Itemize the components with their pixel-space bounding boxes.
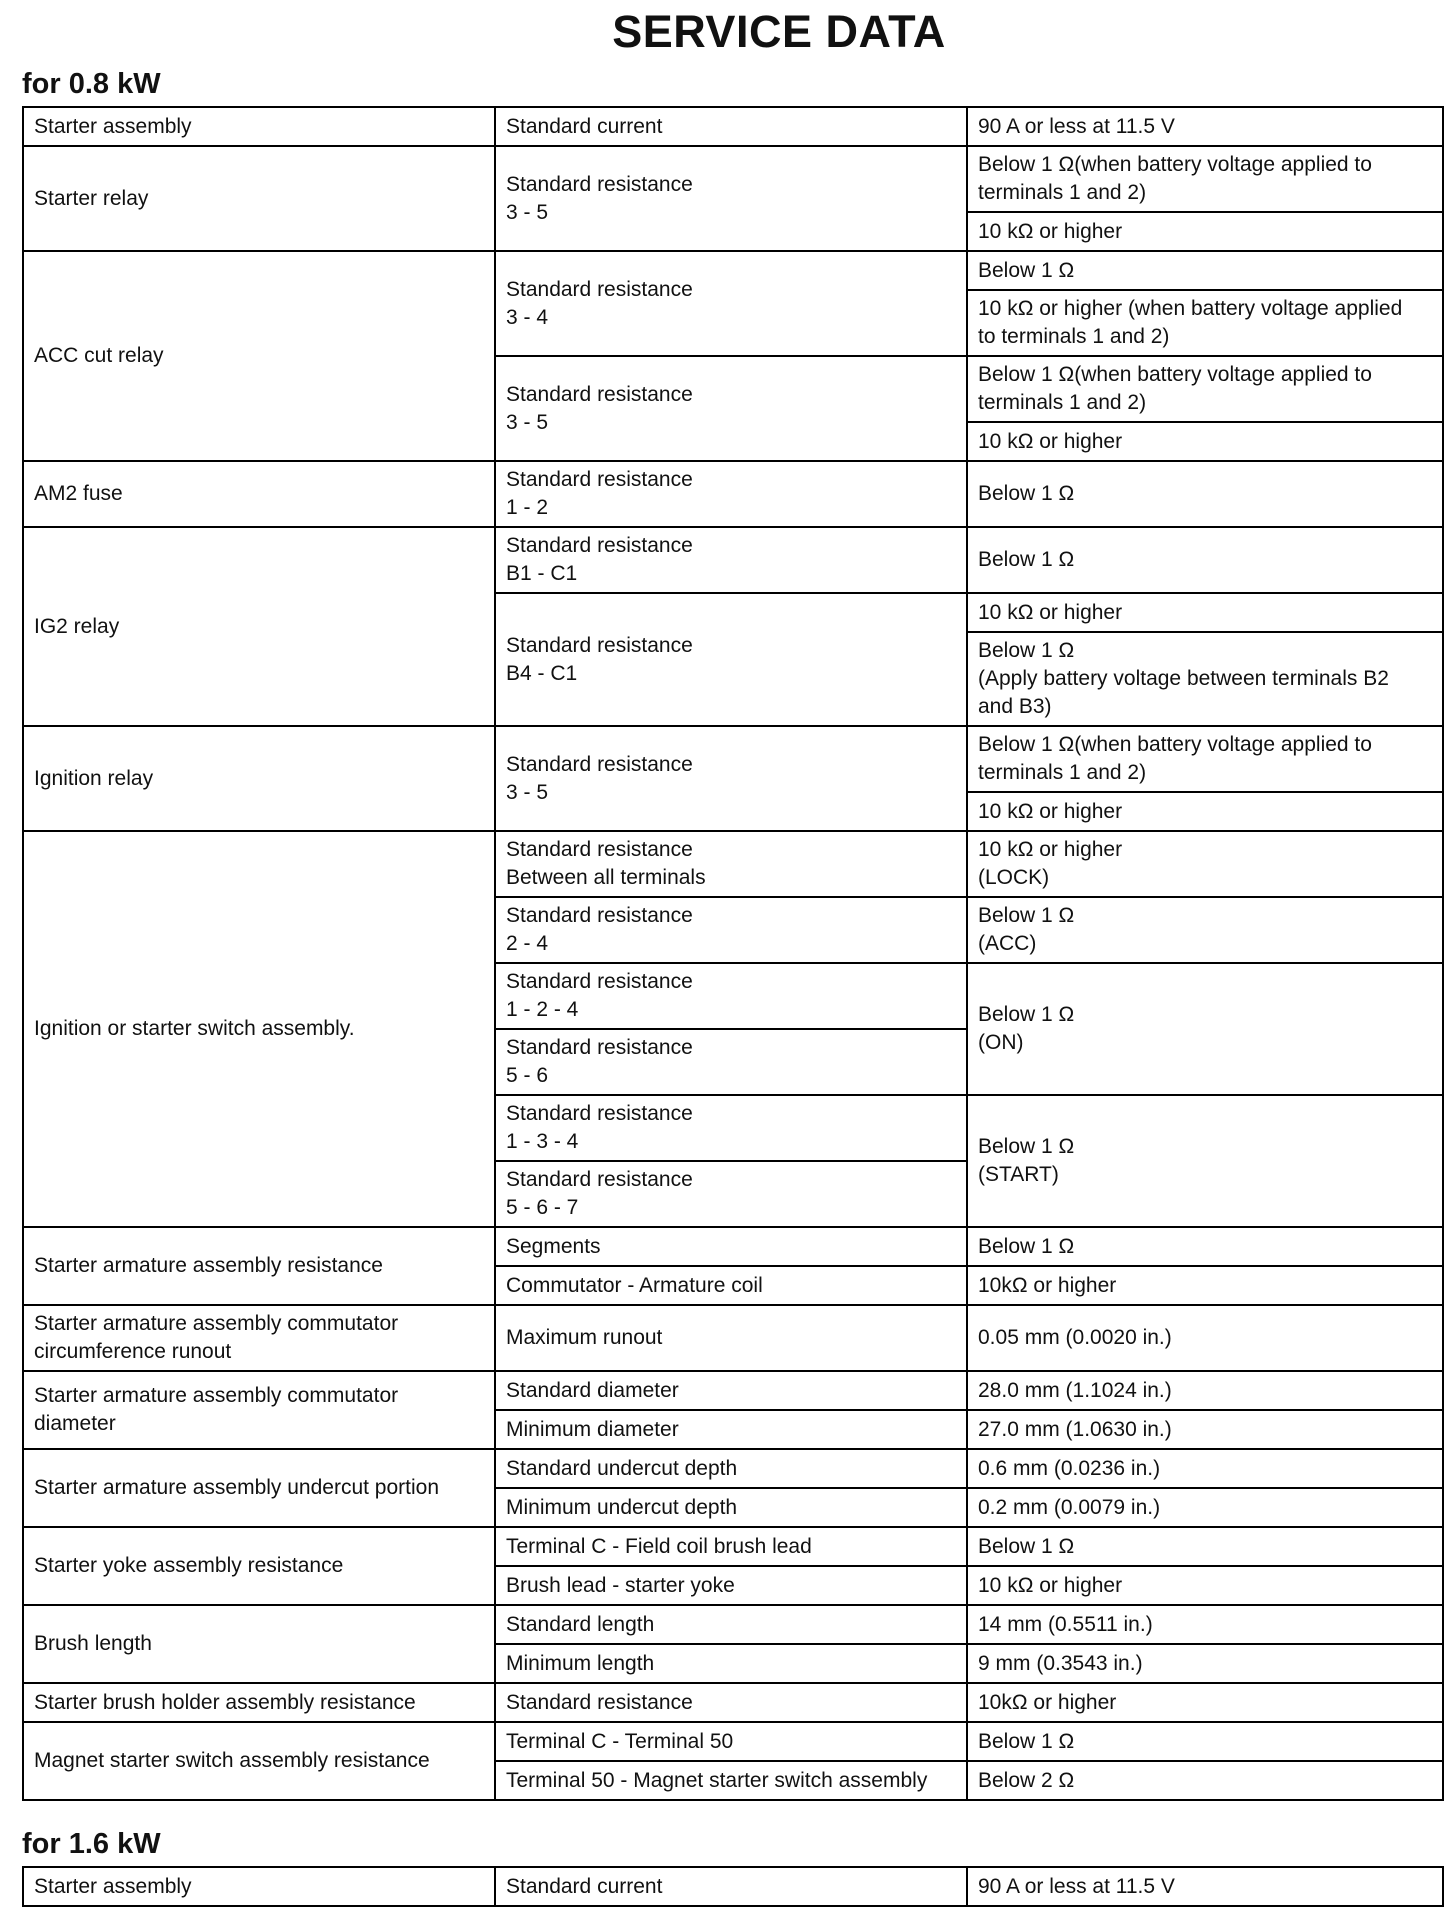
spec-cell: Standard resistance <box>495 1683 967 1722</box>
spec-cell: Standard current <box>495 107 967 146</box>
table-row <box>23 1867 1443 1906</box>
item-cell: Magnet starter switch assembly resistance <box>23 1722 495 1800</box>
item-cell: Starter relay <box>23 146 495 251</box>
value-cell: Below 1 Ω(when battery voltage applied to terminals 1 and 2) <box>967 726 1443 792</box>
item-cell: Starter armature assembly commutator circumference runout <box>23 1305 495 1371</box>
spec-cell: Terminal C - Field coil brush lead <box>495 1527 967 1566</box>
value-cell: Below 2 Ω <box>967 1761 1443 1800</box>
table-row <box>23 146 1443 212</box>
service-data-table-1-6kw <box>22 1866 1444 1907</box>
value-cell: 10 kΩ or higher <box>967 422 1443 461</box>
value-cell: Below 1 Ω <box>967 1527 1443 1566</box>
spec-cell: Terminal 50 - Magnet starter switch assembly <box>495 1761 967 1800</box>
spec-cell: Standard resistance 1 - 2 <box>495 461 967 527</box>
table-row <box>23 107 1443 146</box>
value-cell: 10 kΩ or higher (LOCK) <box>967 831 1443 897</box>
value-cell: 10kΩ or higher <box>967 1266 1443 1305</box>
value-cell: Below 1 Ω <box>967 251 1443 290</box>
page-title: SERVICE DATA <box>612 6 946 57</box>
spec-cell: Standard resistance B4 - C1 <box>495 593 967 726</box>
spec-cell: Terminal C - Terminal 50 <box>495 1722 967 1761</box>
spec-cell: Segments <box>495 1227 967 1266</box>
table-row <box>23 1305 1443 1371</box>
value-cell: Below 1 Ω (ON) <box>967 963 1443 1095</box>
table-row <box>23 831 1443 897</box>
value-cell: 0.6 mm (0.0236 in.) <box>967 1449 1443 1488</box>
item-cell: Starter armature assembly resistance <box>23 1227 495 1305</box>
item-cell: AM2 fuse <box>23 461 495 527</box>
value-cell: 28.0 mm (1.1024 in.) <box>967 1371 1443 1410</box>
value-cell: 14 mm (0.5511 in.) <box>967 1605 1443 1644</box>
spec-cell: Standard resistance B1 - C1 <box>495 527 967 593</box>
value-cell: 10 kΩ or higher (when battery voltage applied to terminals 1 and 2) <box>967 290 1443 356</box>
item-cell: IG2 relay <box>23 527 495 726</box>
value-cell: Below 1 Ω <box>967 461 1443 527</box>
spec-cell: Standard diameter <box>495 1371 967 1410</box>
spec-cell: Brush lead - starter yoke <box>495 1566 967 1605</box>
value-cell: 10 kΩ or higher <box>967 212 1443 251</box>
spec-cell: Standard resistance 3 - 5 <box>495 356 967 461</box>
spec-cell: Standard resistance 3 - 5 <box>495 726 967 831</box>
value-cell: 27.0 mm (1.0630 in.) <box>967 1410 1443 1449</box>
value-cell: Below 1 Ω <box>967 527 1443 593</box>
value-cell: Below 1 Ω(when battery voltage applied to terminals 1 and 2) <box>967 356 1443 422</box>
spec-cell: Standard resistance Between all terminals <box>495 831 967 897</box>
item-cell: Brush length <box>23 1605 495 1683</box>
spec-cell: Maximum runout <box>495 1305 967 1371</box>
table-row <box>23 1371 1443 1410</box>
value-cell: 90 A or less at 11.5 V <box>967 107 1443 146</box>
spec-cell: Standard undercut depth <box>495 1449 967 1488</box>
value-cell: 10 kΩ or higher <box>967 593 1443 632</box>
value-cell: Below 1 Ω <box>967 1227 1443 1266</box>
value-cell: Below 1 Ω(when battery voltage applied to terminals 1 and 2) <box>967 146 1443 212</box>
section-heading-0-8kw: for 0.8 kW <box>22 68 161 100</box>
table-row <box>23 1527 1443 1566</box>
value-cell: 90 A or less at 11.5 V <box>967 1867 1443 1906</box>
table-row <box>23 726 1443 792</box>
spec-cell: Standard resistance 3 - 5 <box>495 146 967 251</box>
table-row <box>23 461 1443 527</box>
spec-cell: Standard resistance 5 - 6 - 7 <box>495 1161 967 1227</box>
value-cell: 9 mm (0.3543 in.) <box>967 1644 1443 1683</box>
spec-cell: Minimum length <box>495 1644 967 1683</box>
table-row <box>23 1605 1443 1644</box>
item-cell: Ignition or starter switch assembly. <box>23 831 495 1227</box>
value-cell: Below 1 Ω (ACC) <box>967 897 1443 963</box>
spec-cell: Standard resistance 1 - 3 - 4 <box>495 1095 967 1161</box>
spec-cell: Commutator - Armature coil <box>495 1266 967 1305</box>
spec-cell: Minimum diameter <box>495 1410 967 1449</box>
value-cell: Below 1 Ω <box>967 1722 1443 1761</box>
value-cell: 10 kΩ or higher <box>967 1566 1443 1605</box>
table-row <box>23 1227 1443 1266</box>
section-heading-1-6kw: for 1.6 kW <box>22 1828 161 1860</box>
item-cell: Ignition relay <box>23 726 495 831</box>
item-cell: ACC cut relay <box>23 251 495 461</box>
value-cell: 10 kΩ or higher <box>967 792 1443 831</box>
item-cell: Starter yoke assembly resistance <box>23 1527 495 1605</box>
value-cell: 0.2 mm (0.0079 in.) <box>967 1488 1443 1527</box>
value-cell: 10kΩ or higher <box>967 1683 1443 1722</box>
table-row <box>23 527 1443 593</box>
value-cell: Below 1 Ω (Apply battery voltage between terminals B2 and B3) <box>967 632 1443 726</box>
table-row <box>23 1683 1443 1722</box>
item-cell: Starter assembly <box>23 1867 495 1906</box>
item-cell: Starter assembly <box>23 107 495 146</box>
table-row <box>23 1449 1443 1488</box>
spec-cell: Standard resistance 2 - 4 <box>495 897 967 963</box>
value-cell: 0.05 mm (0.0020 in.) <box>967 1305 1443 1371</box>
value-cell: Below 1 Ω (START) <box>967 1095 1443 1227</box>
spec-cell: Standard resistance 5 - 6 <box>495 1029 967 1095</box>
spec-cell: Standard current <box>495 1867 967 1906</box>
spec-cell: Standard length <box>495 1605 967 1644</box>
item-cell: Starter brush holder assembly resistance <box>23 1683 495 1722</box>
spec-cell: Standard resistance 3 - 4 <box>495 251 967 356</box>
item-cell: Starter armature assembly commutator diameter <box>23 1371 495 1449</box>
spec-cell: Minimum undercut depth <box>495 1488 967 1527</box>
service-data-table-0-8kw <box>22 106 1444 1801</box>
spec-cell: Standard resistance 1 - 2 - 4 <box>495 963 967 1029</box>
item-cell: Starter armature assembly undercut portion <box>23 1449 495 1527</box>
table-row <box>23 251 1443 290</box>
table-row <box>23 1722 1443 1761</box>
